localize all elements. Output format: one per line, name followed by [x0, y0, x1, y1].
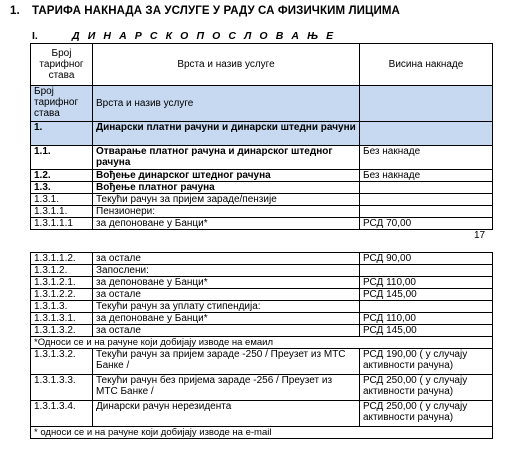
table-row — [31, 170, 493, 182]
cell-code: 1.3.1.2.1. — [31, 277, 93, 289]
header-fee: Висина накнаде — [360, 44, 493, 86]
table-row — [31, 182, 493, 194]
table-row — [31, 265, 493, 277]
cell-service: Вођење динарског штедног рачуна — [93, 170, 360, 182]
cell-service: за остале — [93, 289, 360, 301]
cell-service: за депоноване у Банци* — [93, 218, 360, 230]
table-row — [31, 325, 493, 337]
cell-code: 1.3.1.3.1. — [31, 313, 93, 325]
cell-service: Динарски платни рачуни и динарски штедни рачуни — [93, 122, 360, 146]
section-roman: I. — [32, 30, 38, 42]
cell-service: Врста и назив услуге — [93, 86, 360, 122]
cell-service: за депоноване у Банци* — [93, 313, 360, 325]
cell-code: 1.3.1.3.4. — [31, 401, 93, 427]
cell-fee — [360, 301, 493, 313]
table-row — [31, 401, 493, 427]
cell-service: Текући рачун за пријем зараде -250 / Преузет из МТС Банке / — [93, 349, 360, 375]
table-row — [31, 206, 493, 218]
cell-fee — [360, 182, 493, 194]
cell-service: за депоноване у Банци* — [93, 277, 360, 289]
cell-service: Пензионери: — [93, 206, 360, 218]
table-row — [31, 146, 493, 170]
cell-fee — [360, 86, 493, 122]
cell-code: 1.3.1.3.2. — [31, 325, 93, 337]
table-row — [31, 289, 493, 301]
cell-code: 1.3. — [31, 182, 93, 194]
heading-number: 1. — [10, 5, 20, 17]
section-heading — [32, 30, 336, 42]
table-row — [31, 253, 493, 265]
cell-code: 1.3.1.1. — [31, 206, 93, 218]
cell-fee: Без накнаде — [360, 146, 493, 170]
cell-service: за остале — [93, 325, 360, 337]
cell-code: 1.3.1.2.2. — [31, 289, 93, 301]
table-note-row — [31, 427, 493, 439]
cell-service: Отварање платног рачуна и динарског штедног рачуна — [93, 146, 360, 170]
cell-fee: РСД 145,00 — [360, 325, 493, 337]
cell-code: 1.3.1.1.1 — [31, 218, 93, 230]
cell-code: 1.3.1.3.2. — [31, 349, 93, 375]
cell-code: Број тарифног става — [31, 86, 93, 122]
table-row — [31, 301, 493, 313]
header-code: Број тарифног става — [31, 44, 93, 86]
cell-service: Запослени: — [93, 265, 360, 277]
table-row — [31, 349, 493, 375]
cell-fee — [360, 194, 493, 206]
cell-fee: РСД 250,00 ( у случају активности рачуна) — [360, 375, 493, 401]
table-row — [31, 313, 493, 325]
cell-code: 1.3.1.3. — [31, 301, 93, 313]
header-service: Врста и назив услуге — [93, 44, 360, 86]
table-row — [31, 218, 493, 230]
cell-service: за остале — [93, 253, 360, 265]
cell-service: Вођење платног рачуна — [93, 182, 360, 194]
cell-fee: РСД 145,00 — [360, 289, 493, 301]
table-row — [31, 375, 493, 401]
cell-fee: РСД 110,00 — [360, 277, 493, 289]
table-note-row — [31, 337, 493, 349]
cell-code: 1.3.1.1.2. — [31, 253, 93, 265]
cell-fee: РСД 110,00 — [360, 313, 493, 325]
table-header-row — [31, 44, 493, 86]
table-row — [31, 277, 493, 289]
cell-fee — [360, 265, 493, 277]
cell-fee: Без накнаде — [360, 170, 493, 182]
cell-fee: РСД 250,00 ( у случају активности рачуна) — [360, 401, 493, 427]
cell-code: 1.3.1.3.3. — [31, 375, 93, 401]
table-row — [31, 86, 493, 122]
heading-text: ТАРИФА НАКНАДА ЗА УСЛУГЕ У РАДУ СА ФИЗИЧКИМ ЛИЦИМА — [32, 5, 400, 17]
cell-service: Текући рачун за уплату стипендија: — [93, 301, 360, 313]
cell-service: Текући рачун без пријема зараде -256 / Преузет из МТС Банке / — [93, 375, 360, 401]
tariff-table-part2 — [30, 252, 493, 439]
section-title: Д И Н А Р С К О П О С Л О В А Њ Е — [72, 30, 336, 42]
document-heading — [10, 5, 400, 17]
cell-code: 1.3.1.2. — [31, 265, 93, 277]
page-number: 17 — [474, 230, 486, 241]
table-note: *Односи се и на рачуне који добијају изводе на емаил — [31, 337, 493, 349]
cell-fee: РСД 90,00 — [360, 253, 493, 265]
cell-fee: РСД 70,00 — [360, 218, 493, 230]
cell-fee: РСД 190,00 ( у случају активности рачуна) — [360, 349, 493, 375]
table-row — [31, 194, 493, 206]
table-row — [31, 122, 493, 146]
cell-service: Текући рачун за пријем зараде/пензије — [93, 194, 360, 206]
cell-fee — [360, 206, 493, 218]
table-note: * односи се и на рачуне који добијају изводе на e-mail — [31, 427, 493, 439]
cell-service: Динарски рачун нерезидента — [93, 401, 360, 427]
cell-fee — [360, 122, 493, 146]
cell-code: 1. — [31, 122, 93, 146]
tariff-table-part1 — [30, 43, 493, 230]
cell-code: 1.2. — [31, 170, 93, 182]
cell-code: 1.1. — [31, 146, 93, 170]
cell-code: 1.3.1. — [31, 194, 93, 206]
